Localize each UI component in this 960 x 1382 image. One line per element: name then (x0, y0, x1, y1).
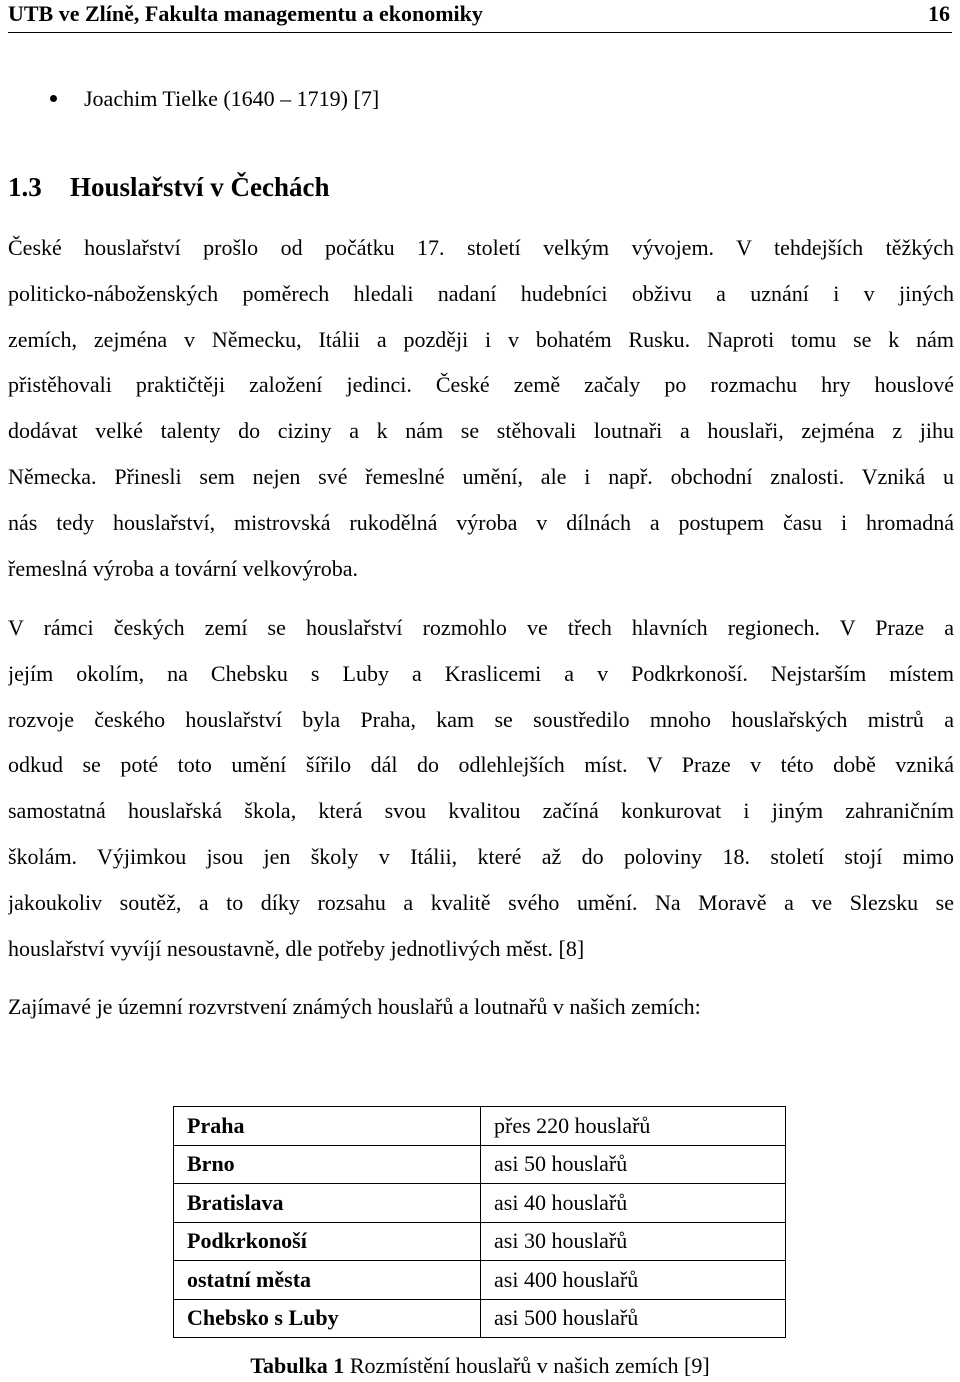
paragraph-line: V rámci českých zemí se houslařství rozmohlo ve třech hlavních regionech. V Praze a (8, 615, 954, 640)
paragraph-line: dodávat velké talenty do ciziny a k nám se stěhovali loutnaři a houslaři, zejména z jihu (8, 418, 954, 444)
header-title: UTB ve Zlíně, Fakulta managementu a ekonomiky (8, 1, 483, 26)
caption-label: Tabulka 1 (250, 1353, 345, 1378)
section-number: 1.3 (8, 172, 42, 202)
paragraph-line: odkud se poté toto umění šířilo dál do odlehlejších míst. V Praze v této době vzniká (8, 752, 954, 778)
table-cell-region: ostatní města (174, 1261, 481, 1300)
paragraph-line: houslařství vyvíjí nesoustavně, dle potřeby jednotlivých měst. [8] (8, 935, 585, 961)
paragraph-line: přistěhovali praktičtěji založení jedinci. České země začaly po rozmachu hry houslové (8, 372, 954, 398)
section-heading (8, 170, 330, 204)
paragraph-line: politicko-náboženských poměrech hledali nadaní hudebníci obživu a uznání i v jiných (8, 280, 954, 306)
paragraph-line: Zajímavé je územní rozvrstvení známých houslařů a loutnařů v našich zemích: (8, 994, 701, 1019)
paragraph-line: jejím okolím, na Chebsku s Luby a Kraslicemi a v Podkrkonoší. Nejstarším místem (8, 660, 954, 686)
table-row (174, 1222, 786, 1261)
table-row (174, 1299, 786, 1338)
paragraph-3 (8, 984, 954, 1030)
paragraph-line: školám. Výjimkou jsou jen školy v Itálii, které až do poloviny 18. století stojí mimo (8, 843, 954, 869)
table-row (174, 1145, 786, 1184)
table-cell-region: Brno (174, 1145, 481, 1184)
caption-text: Rozmístění houslařů v našich zemích [9] (344, 1353, 710, 1378)
paragraph-line: řemeslná výroba a tovární velkovýroba. (8, 555, 359, 581)
table-cell-region: Chebsko s Luby (174, 1299, 481, 1338)
paragraph-line: samostatná houslařská škola, která svou kvalitou začíná konkurovat i jiným zahraničním (8, 798, 954, 824)
paragraph-1 (8, 225, 954, 591)
table-row (174, 1261, 786, 1300)
bullet-text: Joachim Tielke (1640 – 1719) [7] (84, 86, 380, 111)
table-caption (0, 1352, 960, 1380)
table-cell-count: asi 40 houslařů (481, 1184, 786, 1223)
paragraph-line: jakoukoliv soutěž, a to díky rozsahu a kvalitě svého umění. Na Moravě a ve Slezsku se (8, 889, 954, 915)
table-cell-region: Podkrkonoší (174, 1222, 481, 1261)
table-cell-count: asi 400 houslařů (481, 1261, 786, 1300)
table-row (174, 1107, 786, 1146)
bullet-list-item (0, 84, 960, 114)
bullet-dot-icon (50, 95, 57, 102)
table-row (174, 1184, 786, 1223)
paragraph-line: rozvoje českého houslařství byla Praha, kam se soustředilo mnoho houslařských mistrů a (8, 706, 954, 732)
luthier-distribution-table (173, 1106, 786, 1338)
table-cell-count: asi 50 houslařů (481, 1145, 786, 1184)
table-cell-region: Bratislava (174, 1184, 481, 1223)
table-cell-count: přes 220 houslařů (481, 1107, 786, 1146)
section-title: Houslařství v Čechách (70, 172, 330, 202)
paragraph-line: Německa. Přinesli sem nejen své řemeslné umění, ale i např. obchodní znalosti. Vzniká u (8, 463, 954, 489)
table-cell-count: asi 30 houslařů (481, 1222, 786, 1261)
page-number: 16 (928, 1, 950, 26)
page-header (8, 0, 952, 33)
table-cell-count: asi 500 houslařů (481, 1299, 786, 1338)
paragraph-line: nás tedy houslařství, mistrovská rukodělná výroba v dílnách a postupem času i hromadná (8, 509, 954, 535)
paragraph-line: zemích, zejména v Německu, Itálii a později i v bohatém Rusku. Naproti tomu se k nám (8, 326, 954, 352)
paragraph-2 (8, 605, 954, 971)
table-cell-region: Praha (174, 1107, 481, 1146)
paragraph-line: České houslařství prošlo od počátku 17. století velkým vývojem. V tehdejších těžkých (8, 235, 954, 260)
